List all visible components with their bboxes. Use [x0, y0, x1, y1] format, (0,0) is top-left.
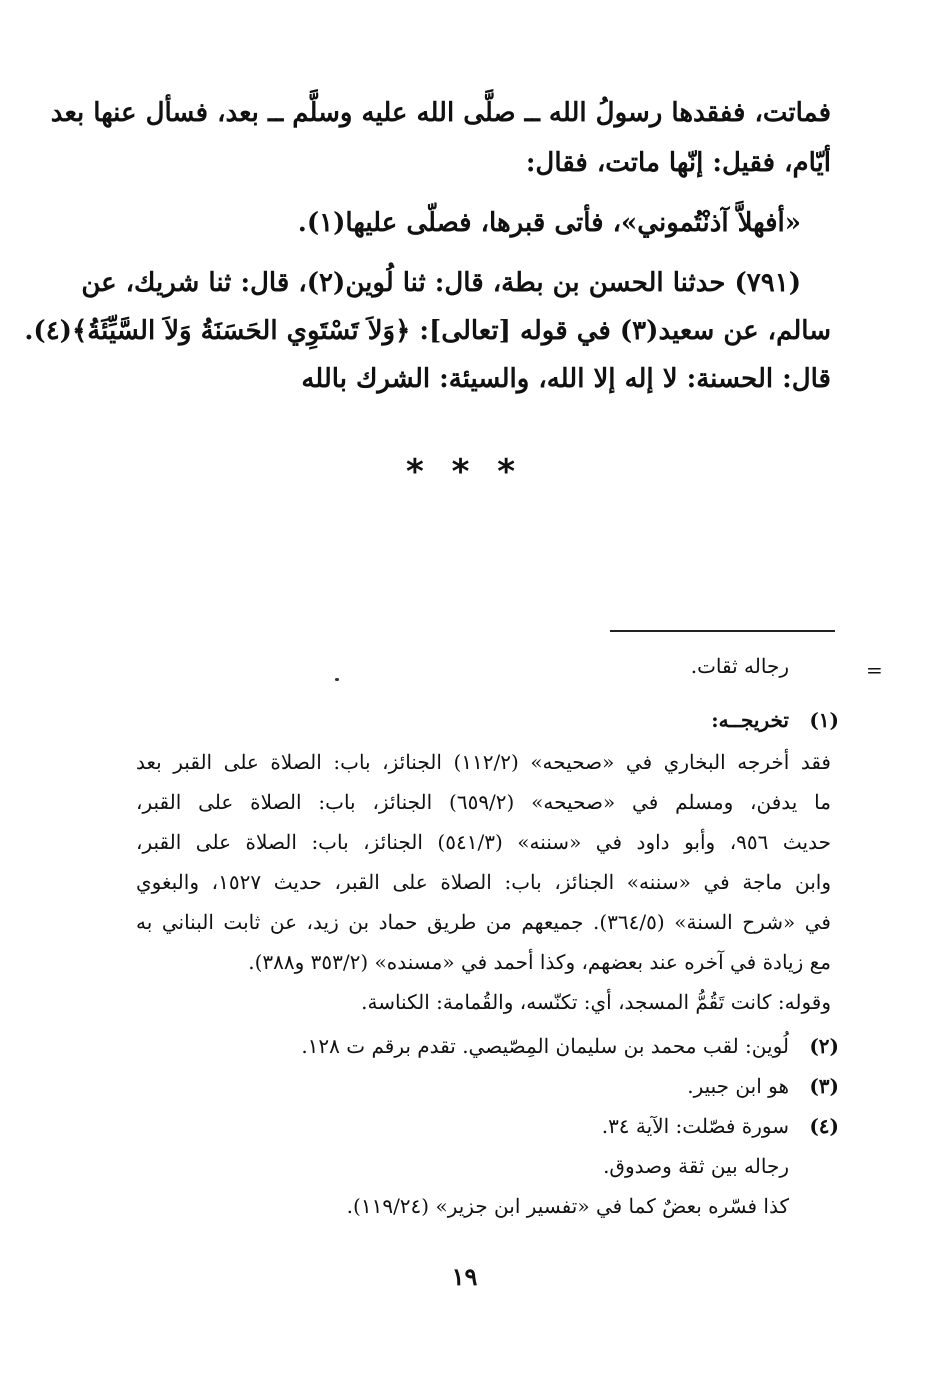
footnote-line: في «شرح السنة» (٣٦٤/٥). جميعهم من طريق حماد بن زيد، عن ثابت البناني به [136, 910, 831, 934]
footnote-line: فقد أخرجه البخاري في «صحيحه» (١١٢/٢) الجنائز، باب: الصلاة على القبر بعد [136, 750, 831, 774]
continuation-mark: = [866, 658, 883, 682]
footnote-line: هو ابن جبير. [687, 1074, 789, 1098]
footnote-number: (٢) [809, 1034, 839, 1058]
page-number: ١٩ [451, 1262, 478, 1291]
footnote-line: ما يدفن، ومسلم في «صحيحه» (٦٥٩/٢) الجنائز، باب: الصلاة على القبر، [136, 790, 831, 814]
footnote-line: وقوله: كانت تَقُمُّ المسجد، أي: تكنّسه، والقُمامة: الكناسة. [361, 990, 831, 1014]
hadith-quote: «أفهلاَّ آذنْتُموني»، فأتى قبرها، فصلّى عليها(١). [297, 208, 801, 238]
main-text-line: فماتت، ففقدها رسولُ الله ــ صلَّى الله عليه وسلَّم ــ بعد، فسأل عنها بعد [50, 98, 831, 128]
footnote-line: رجاله بين ثقة وصدوق. [603, 1154, 789, 1178]
footnote-line: مع زيادة في آخره عند بعضهم، وكذا أحمد في «مسنده» (٣٥٣/٢ و٣٨٨). [248, 950, 831, 974]
footnote-heading: تخريجــه: [711, 708, 789, 732]
print-speck [335, 678, 339, 681]
footnote-number: (٣) [809, 1074, 839, 1098]
footnote-line: سورة فصّلت: الآية ٣٤. [601, 1114, 789, 1138]
footnote-line: حديث ٩٥٦، وأبو داود في «سننه» (٥٤١/٣) الجنائز، باب: الصلاة على القبر، [136, 830, 831, 854]
footnote-line: وابن ماجة في «سننه» الجنائز، باب: الصلاة على القبر، حديث ١٥٢٧، والبغوي [136, 870, 831, 894]
footnote-continuation: رجاله ثقات. [690, 654, 789, 678]
footnote-line: كذا فسّره بعضٌ كما في «تفسير ابن جزير» (١١٩/٢٤). [346, 1194, 789, 1218]
footnote-line: لُوين: لقب محمد بن سليمان المِصّيصي. تقدم برقم ت ١٢٨. [301, 1034, 789, 1058]
footnote-number: (١) [809, 708, 839, 732]
footnote-number: (٤) [809, 1114, 839, 1138]
main-text-line: أيّام، فقيل: إنّها ماتت، فقال: [525, 148, 831, 178]
section-separator: * * * [405, 452, 523, 492]
hadith-text-line: قال: الحسنة: لا إله إلا الله، والسيئة: الشرك بالله [301, 364, 831, 394]
footnote-divider [610, 630, 835, 632]
hadith-isnad-line: (٧٩١) حدثنا الحسن بن بطة، قال: ثنا لُوين(٢)، قال: ثنا شريك، عن [81, 268, 801, 298]
hadith-isnad-line: سالم، عن سعيد(٣) في قوله [تعالى]: ﴿وَلاَ تَسْتَوِي الحَسَنَةُ وَلاَ السَّيِّئَةُ﴾(٤). [24, 316, 831, 346]
